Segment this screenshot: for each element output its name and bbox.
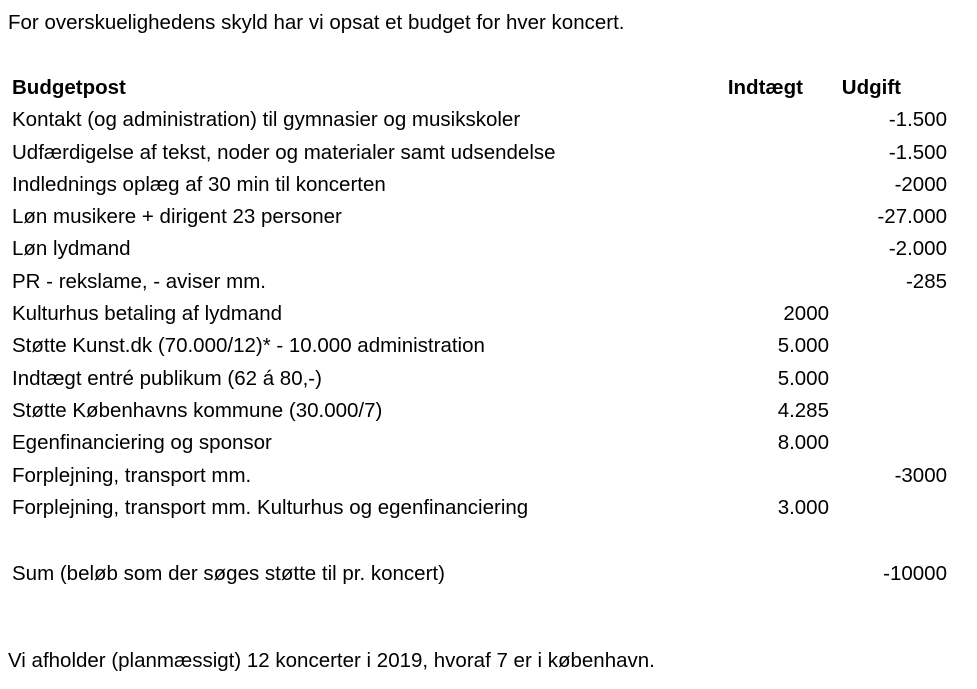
sum-row xyxy=(12,558,947,590)
sum-label: Sum (beløb som der søges støtte til pr. koncert) xyxy=(12,562,445,586)
row-expense: -285 xyxy=(905,269,947,293)
table-row xyxy=(12,395,947,427)
row-label: Egenfinanciering og sponsor xyxy=(12,431,272,455)
table-row xyxy=(12,363,947,395)
row-label: Løn musikere + dirigent 23 personer xyxy=(12,205,342,229)
table-row xyxy=(12,492,947,524)
row-label: Støtte Københavns kommune (30.000/7) xyxy=(12,398,383,422)
header-income: Indtægt xyxy=(727,76,803,99)
row-expense: -1.500 xyxy=(888,140,947,164)
row-label: Kulturhus betaling af lydmand xyxy=(12,302,283,326)
row-label: Udfærdigelse af tekst, noder og materialer samt udsendelse xyxy=(12,140,556,164)
sum-expense: -10000 xyxy=(883,562,947,586)
row-income: 5.000 xyxy=(777,366,829,390)
row-label: Støtte Kunst.dk (70.000/12)* - 10.000 administration xyxy=(12,334,485,358)
table-row xyxy=(12,266,947,298)
row-expense: -2.000 xyxy=(888,237,947,261)
table-row xyxy=(12,427,947,459)
table-row xyxy=(12,137,947,169)
row-label: Indtægt entré publikum (62 á 80,-) xyxy=(12,366,322,390)
table-row xyxy=(12,298,947,330)
table-row xyxy=(12,460,947,492)
row-label: Forplejning, transport mm. xyxy=(12,463,252,487)
row-income: 3.000 xyxy=(777,495,829,519)
table-row xyxy=(12,233,947,265)
row-income: 5.000 xyxy=(777,334,829,358)
intro-text: For overskuelighedens skyld har vi opsat et budget for hver koncert. xyxy=(8,11,625,34)
row-expense: -2000 xyxy=(894,172,947,196)
header-expense: Udgift xyxy=(841,76,901,99)
budget-table xyxy=(12,72,947,590)
row-label: Forplejning, transport mm. Kulturhus og egenfinanciering xyxy=(12,495,529,519)
table-row xyxy=(12,201,947,233)
header-budgetpost: Budgetpost xyxy=(12,76,126,99)
row-expense: -1.500 xyxy=(888,108,947,132)
row-income: 2000 xyxy=(783,302,829,326)
row-label: Løn lydmand xyxy=(12,237,131,261)
row-label: Kontakt (og administration) til gymnasier og musikskoler xyxy=(12,108,521,132)
row-label: PR - rekslame, - aviser mm. xyxy=(12,269,266,293)
table-row xyxy=(12,104,947,136)
row-expense: -3000 xyxy=(894,463,947,487)
outro-text: Vi afholder (planmæssigt) 12 koncerter i 2019, hvoraf 7 er i københavn. xyxy=(8,649,655,672)
row-income: 8.000 xyxy=(777,431,829,455)
table-header xyxy=(12,72,947,104)
table-row xyxy=(12,169,947,201)
row-expense: -27.000 xyxy=(877,205,947,229)
row-label: Indlednings oplæg af 30 min til koncerten xyxy=(12,172,386,196)
table-row xyxy=(12,330,947,362)
row-income: 4.285 xyxy=(777,398,829,422)
table-spacer xyxy=(12,524,947,558)
